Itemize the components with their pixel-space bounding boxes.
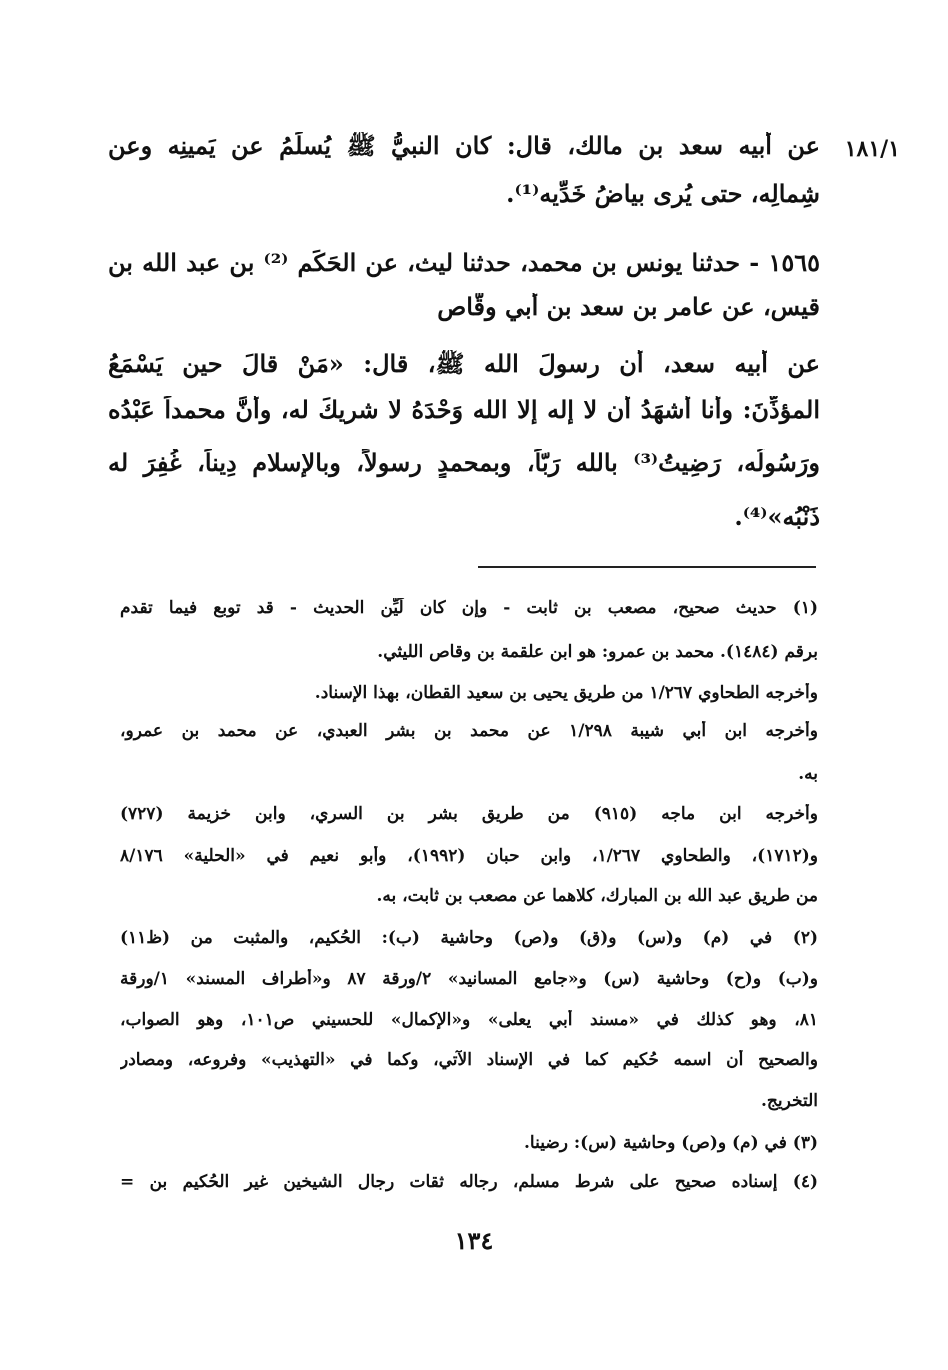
footnote-line: ٨١، وهو كذلك في «مسند أبي يعلى» و«الإكمال» للحسيني ص١٠١، وهو الصواب، — [120, 1010, 818, 1030]
footnote-line: من طريق عبد الله بن المبارك، كلاهما عن مصعب بن ثابت، به. — [376, 886, 818, 906]
footnote-line: برقم (١٤٨٤). محمد بن عمرو: هو ابن علقمة بن وقاص الليثي. — [377, 642, 818, 662]
footnote-line: به. — [798, 764, 818, 784]
footnote-line: (١) حديث صحيح، مصعب بن ثابت - وإن كان لَيِّن الحديث - قد توبع فيما تقدم — [120, 598, 818, 618]
main-text-line: ورَسُولُه، رَضِيتُ⁽³⁾ بالله رَبّاً، وبمحمدٍ رسولاً، وبالإسلام دِيناً، غُفِرَ له — [108, 449, 820, 477]
page-number: ١٣٤ — [454, 1226, 494, 1255]
margin-reference: ١٨١/١ — [844, 136, 900, 162]
footnote-line: وأخرجه ابن ماجه (٩١٥) من طريق بشر بن السري، وابن خزيمة (٧٢٧) — [120, 804, 818, 824]
main-text-line: ذَنْبُه»⁽⁴⁾. — [734, 503, 820, 531]
main-text-line: المؤذِّنَ: وأنا أشهَدُ أن لا إله إلا الله وَحْدَهُ لا شريكَ له، وأنَّ محمداً عَبْدُه — [108, 396, 820, 424]
footnote-line: التخريج. — [760, 1091, 818, 1111]
footnote-line: (٢) في (م) و(س) و(ق) و(ص) وحاشية (ب): الحُكيم، والمثبت من (ظ١١) — [120, 928, 818, 948]
footnote-line: والصحيح أن اسمه حُكيم كما في الإسناد الآتي، وكما في «التهذيب» وفروعه، ومصادر — [120, 1050, 818, 1070]
footnote-line: وأخرجه الطحاوي ١/٢٦٧ من طريق يحيى بن سعيد القطان، بهذا الإسناد. — [314, 683, 818, 703]
footnote-line: و(١٧١٢)، والطحاوي ١/٢٦٧، وابن حبان (١٩٩٢)، وأبو نعيم في «الحلية» ٨/١٧٦ — [120, 846, 818, 866]
footnote-line: (٤) إسناده صحيح على شرط مسلم، رجاله ثقات رجال الشيخين غير الحُكيم بن = — [120, 1172, 818, 1192]
main-text-line: عن أبيه سعد بن مالك، قال: كان النبيُّ ﷺ يُسلِّمُ عن يَمينِه وعن — [108, 132, 820, 160]
footnote-line: (٣) في (م) و(ص) وحاشية (س): رضينا. — [523, 1133, 818, 1153]
main-text-line: شِمالِه، حتى يُرى بياضُ خَدِّيه⁽¹⁾. — [506, 180, 820, 208]
footnote-separator — [478, 566, 816, 568]
footnote-line: و(ب) و(ح) وحاشية (س) و«جامع المسانيد» ٢/ورقة ٨٧ و«أطراف المسند» ١/ورقة — [120, 969, 818, 989]
main-text-line: قيس، عن عامر بن سعد بن أبي وقّاص — [437, 293, 820, 321]
main-text-line: عن أبيه سعد، أن رسولَ الله ﷺ، قال: «مَنْ قالَ حين يَسْمَعُ — [108, 350, 820, 378]
main-text-line: ١٥٦٥ - حدثنا يونس بن محمد، حدثنا ليث، عن الحَكَمِ ⁽²⁾ بن عبد الله بن — [108, 249, 820, 277]
footnote-line: وأخرجه ابن أبي شيبة ١/٢٩٨ عن محمد بن بشر العبدي، عن محمد بن عمرو، — [120, 721, 818, 741]
